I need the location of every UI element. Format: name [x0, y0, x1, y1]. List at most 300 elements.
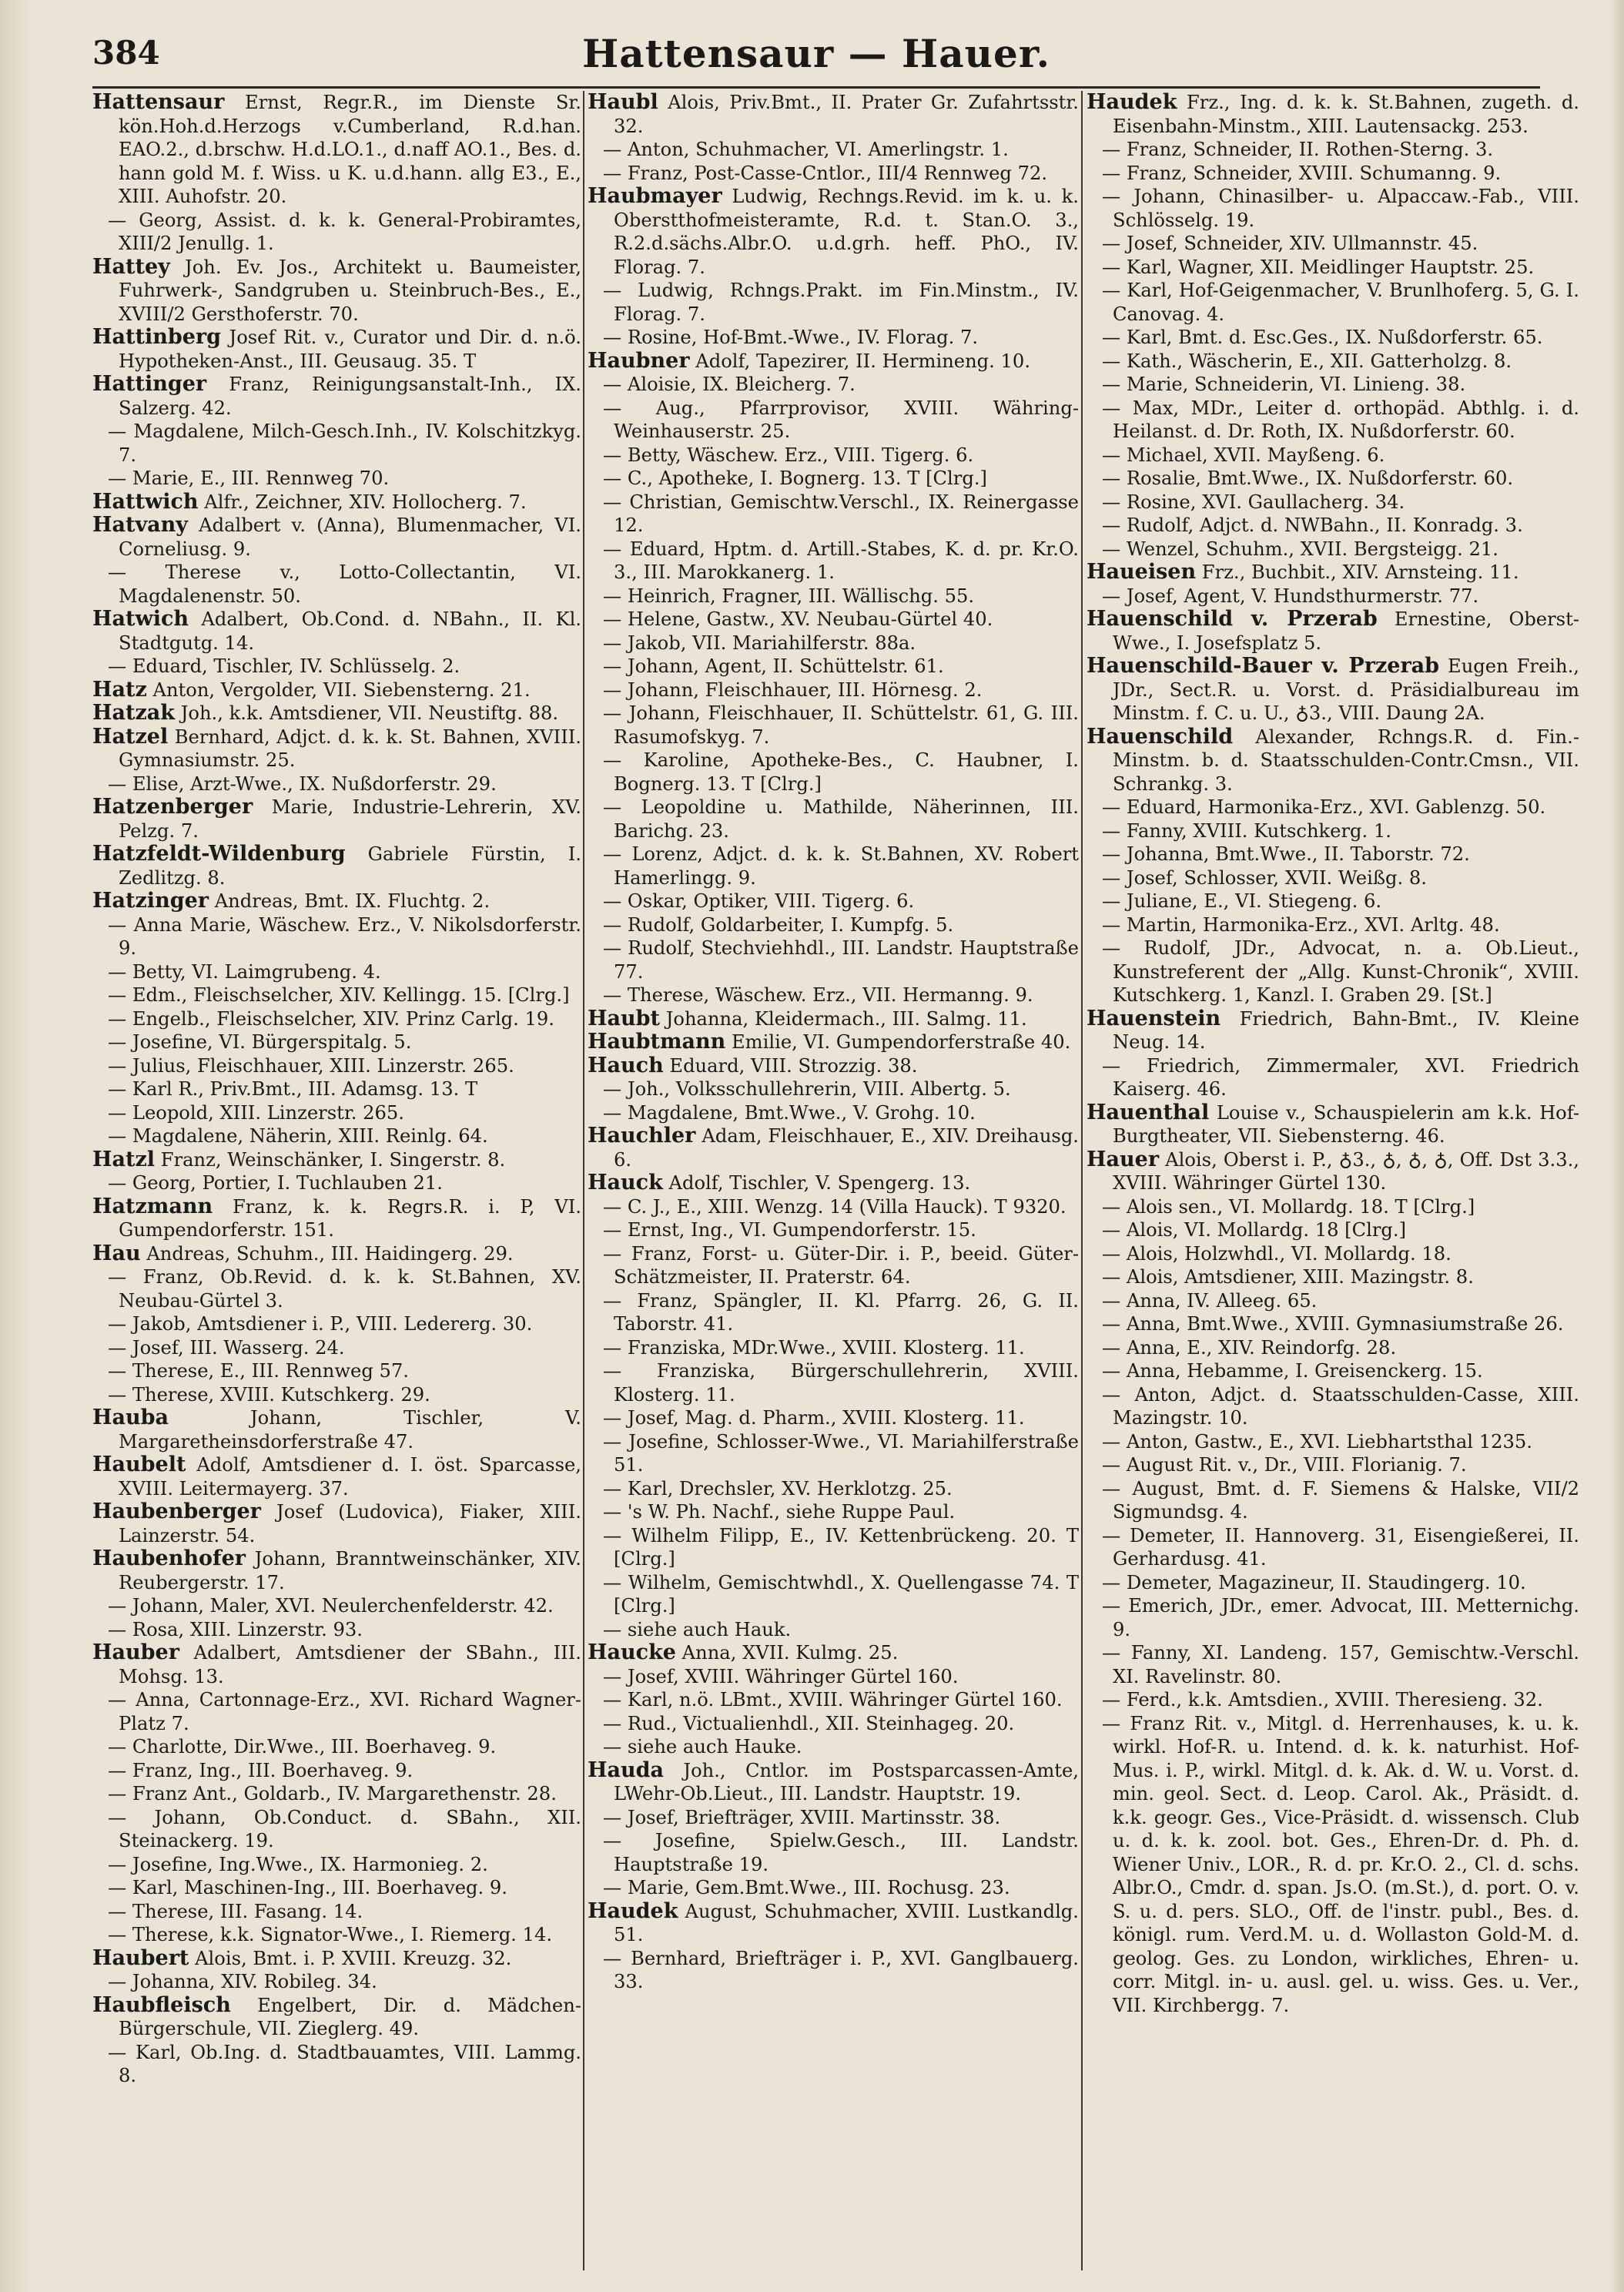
- directory-entry: [92, 373, 581, 420]
- directory-entry: [92, 1242, 581, 1266]
- entry-surname: Hattinberg: [92, 325, 221, 349]
- entry-text: Anna, XVII. Kulmg. 25.: [681, 1642, 899, 1664]
- directory-entry: [1087, 91, 1579, 138]
- entry-text: — Rosa, XIII. Linzerstr. 93.: [108, 1618, 363, 1640]
- entry-text: — Johanna, XIV. Robileg. 34.: [108, 1971, 377, 1992]
- directory-entry: [588, 138, 1079, 162]
- directory-entry: [92, 91, 581, 209]
- entry-text: — Friedrich, Zimmermaler, XVI. Friedrich Kaiserg. 46.: [1102, 1054, 1579, 1100]
- directory-entry: [588, 444, 1079, 467]
- entry-text: — Franz, Post-Casse-Cntlor., III/4 Rennweg 72.: [603, 162, 1048, 184]
- entry-text: Engelbert, Dir. d. Mädchen-Bürgerschule, VII. Zieglerg. 49.: [119, 1994, 581, 2039]
- entry-surname: Hauchler: [588, 1124, 696, 1148]
- entry-text: — Josef, III. Wasserg. 24.: [108, 1336, 345, 1359]
- entry-text: Emilie, VI. Gumpendorferstraße 40.: [732, 1031, 1071, 1053]
- entry-text: Adalbert v. (Anna), Blumenmacher, VI. Corneliusg. 9.: [119, 514, 581, 560]
- column-1: [92, 91, 581, 2270]
- directory-entry: [1087, 256, 1579, 280]
- entry-text: — Edm., Fleischselcher, XIV. Kellingg. 15. [Clrg.]: [108, 984, 570, 1006]
- directory-entry: [588, 162, 1079, 186]
- entry-surname: Hattey: [92, 254, 170, 279]
- entry-text: Eduard, VIII. Strozzig. 38.: [669, 1054, 918, 1077]
- entry-text: — Magdalene, Näherin, XIII. Reinlg. 64.: [108, 1125, 488, 1147]
- directory-entry: [1087, 350, 1579, 374]
- entry-text: — Therese, III. Fasang. 14.: [108, 1900, 363, 1922]
- entry-text: — Johann, Ob.Conduct. d. SBahn., XII. Steinackerg. 19.: [108, 1806, 581, 1851]
- entry-text: Frz., Buchbit., XIV. Arnsteing. 11.: [1201, 561, 1519, 583]
- directory-entry: [1087, 937, 1579, 1007]
- entry-text: — Magdalene, Milch-Gesch.Inh., IV. Kolschitzkyg. 7.: [108, 421, 581, 466]
- directory-entry: [92, 1336, 581, 1360]
- directory-entry: [92, 1782, 581, 1806]
- directory-entry: [92, 1500, 581, 1547]
- entry-text: Alois, Bmt. i. P. XVIII. Kreuzg. 32.: [195, 1947, 512, 1969]
- entry-text: Joh., k.k. Amtsdiener, VII. Neustiftg. 88.: [180, 702, 559, 724]
- entry-text: Adam, Fleischhauer, E., XIV. Dreihausg. 6.: [614, 1125, 1079, 1171]
- directory-entry: [588, 1829, 1079, 1876]
- entry-text: — Marie, Gem.Bmt.Wwe., III. Rochusg. 23.: [603, 1877, 1010, 1898]
- directory-entry: [588, 1077, 1079, 1101]
- entry-text: — Therese, k.k. Signator-Wwe., I. Riemerg. 14.: [108, 1924, 553, 1945]
- directory-entry: [92, 1453, 581, 1500]
- entry-text: Andreas, Bmt. IX. Fluchtg. 2.: [214, 890, 491, 912]
- entry-text: Joh. Ev. Jos., Architekt u. Baumeister, Fuhrwerk-, Sandgruben u. Steinbruch-Bes., E., XVIII/2 Gersthoferstr. 70.: [119, 256, 581, 325]
- entry-text: — Fanny, XI. Landeng. 157, Gemischtw.-Verschl. XI. Ravelinstr. 80.: [1102, 1642, 1579, 1687]
- entry-text: — Josef, XVIII. Währinger Gürtel 160.: [603, 1665, 959, 1687]
- entry-text: Adalbert, Amtsdiener der SBahn., III. Mohsg. 13.: [119, 1642, 581, 1687]
- directory-entry: [1087, 585, 1579, 608]
- entry-text: Frz., Ing. d. k. k. St.Bahnen, zugeth. d. Eisenbahn-Minstm., XIII. Lautensackg. 253.: [1113, 92, 1579, 137]
- directory-entry: [1087, 1148, 1579, 1195]
- directory-entry: [92, 1312, 581, 1336]
- directory-entry: [588, 843, 1079, 890]
- directory-entry: [92, 1383, 581, 1407]
- entry-text: Johann, Tischler, V. Margaretheinsdorferstraße 47.: [119, 1407, 581, 1453]
- entry-text: Bernhard, Adjct. d. k. k. St. Bahnen, XVIII. Gymnasiumstr. 25.: [119, 725, 581, 771]
- directory-entry: [588, 185, 1079, 279]
- entry-text: — siehe auch Hauke.: [603, 1736, 802, 1758]
- entry-text: — Emerich, JDr., emer. Advocat, III. Metternichg. 9.: [1102, 1595, 1579, 1640]
- directory-entry: [1087, 1289, 1579, 1313]
- directory-entry: [588, 491, 1079, 538]
- directory-entry: [92, 1735, 581, 1759]
- entry-surname: Haubner: [588, 348, 690, 373]
- entry-text: — Franz, Schneider, II. Rothen-Sterng. 3.: [1102, 139, 1494, 160]
- column-3: [1087, 91, 1579, 2270]
- directory-entry: [588, 1218, 1079, 1242]
- entry-text: Adalbert, Ob.Cond. d. NBahn., II. Kl. Stadtgutg. 14.: [119, 608, 581, 654]
- directory-entry: [1087, 279, 1579, 326]
- entry-surname: Hauch: [588, 1053, 664, 1077]
- directory-entry: [588, 1477, 1079, 1501]
- directory-entry: [1087, 796, 1579, 819]
- entry-text: — Lorenz, Adjct. d. k. k. St.Bahnen, XV. Robert Hamerlingg. 9.: [603, 843, 1079, 889]
- entry-surname: Hatzfeldt-Wildenburg: [92, 842, 346, 866]
- directory-entry: [92, 725, 581, 772]
- directory-entry: [92, 772, 581, 796]
- entry-text: Johanna, Kleidermach., III. Salmg. 11.: [665, 1007, 1027, 1030]
- entry-text: — Rosalie, Bmt.Wwe., IX. Nußdorferstr. 60.: [1102, 467, 1514, 489]
- entry-text: Friedrich, Bahn-Bmt., IV. Kleine Neug. 14.: [1113, 1007, 1579, 1053]
- directory-entry: [92, 256, 581, 327]
- entry-surname: Hauer: [1087, 1147, 1160, 1171]
- entry-text: — Johann, Fleischhauer, III. Hörnesg. 2.: [603, 679, 983, 701]
- directory-entry: [588, 632, 1079, 655]
- directory-entry: [1087, 444, 1579, 467]
- directory-entry: [1087, 655, 1579, 725]
- directory-entry: [92, 491, 581, 514]
- directory-entry: [588, 1524, 1079, 1571]
- header-rule: [92, 86, 1540, 89]
- entry-surname: Hatzmann: [92, 1194, 213, 1218]
- entry-surname: Hau: [92, 1241, 141, 1265]
- directory-entry: [588, 1124, 1079, 1171]
- entry-text: — Helene, Gastw., XV. Neubau-Gürtel 40.: [603, 608, 993, 630]
- entry-text: — Josefine, Schlosser-Wwe., VI. Mariahilferstraße 51.: [603, 1430, 1079, 1476]
- directory-entry: [92, 1900, 581, 1924]
- entry-text: — Johann, Agent, II. Schüttelstr. 61.: [603, 655, 944, 677]
- entry-text: — Rudolf, Stechviehhdl., III. Landstr. Hauptstraße 77.: [603, 937, 1079, 983]
- entry-text: — Aug., Pfarrprovisor, XVIII. Währing-Weinhauserstr. 25.: [603, 397, 1079, 442]
- directory-entry: [92, 1054, 581, 1078]
- directory-entry: [588, 749, 1079, 796]
- directory-entry: [588, 1007, 1079, 1031]
- directory-entry: [588, 1430, 1079, 1477]
- directory-entry: [588, 796, 1079, 843]
- directory-entry: [92, 1947, 581, 1971]
- directory-entry: [1087, 561, 1579, 585]
- entry-text: — Anna, E., XIV. Reindorfg. 28.: [1102, 1336, 1397, 1359]
- directory-entry: [92, 1077, 581, 1101]
- entry-text: — Charlotte, Dir.Wwe., III. Boerhaveg. 9.: [108, 1736, 497, 1758]
- entry-text: — Karl, Hof-Geigenmacher, V. Brunlhoferg. 5, G. I. Canovag. 4.: [1102, 280, 1579, 325]
- directory-entry: [588, 1735, 1079, 1759]
- column-divider: [583, 91, 584, 2270]
- entry-text: Alexander, Rchngs.R. d. Fin.-Minstm. b. d. Staatsschulden-Contr.Cmsn., VII. Schrankg. 3.: [1113, 725, 1579, 795]
- entry-text: — Karl, Maschinen-Ing., III. Boerhaveg. 9.: [108, 1877, 507, 1898]
- entry-surname: Hauenschild-Bauer v. Przerab: [1087, 654, 1440, 678]
- directory-entry: [1087, 890, 1579, 913]
- directory-entry: [588, 1336, 1079, 1360]
- page-fold-shadow: [0, 0, 31, 2292]
- directory-entry: [92, 1007, 581, 1031]
- entry-text: — Therese v., Lotto-Collectantin, VI. Magdalenenstr. 50.: [108, 561, 581, 607]
- entry-text: — Karoline, Apotheke-Bes., C. Haubner, I. Bognerg. 13. T [Clrg.]: [603, 749, 1079, 795]
- entry-text: — Karl, Ob.Ing. d. Stadtbauamtes, VIII. Lammg. 8.: [108, 2041, 581, 2086]
- entry-text: — Therese, Wäschew. Erz., VII. Hermanng. 9.: [603, 984, 1033, 1006]
- directory-entry: [1087, 1712, 1579, 2018]
- directory-entry: [1087, 913, 1579, 937]
- directory-entry: [588, 91, 1079, 138]
- directory-entry: [92, 913, 581, 960]
- directory-entry: [588, 1759, 1079, 1806]
- directory-entry: [92, 2041, 581, 2088]
- directory-entry: [588, 655, 1079, 679]
- entry-text: Adolf, Tischler, V. Spengerg. 13.: [668, 1172, 971, 1194]
- directory-entry: [92, 1923, 581, 1947]
- entry-text: — Georg, Assist. d. k. k. General-Probiramtes, XIII/2 Jenullg. 1.: [108, 209, 581, 254]
- directory-entry: [92, 1124, 581, 1148]
- entry-text: — Martin, Harmonika-Erz., XVI. Arltg. 48.: [1102, 913, 1500, 936]
- directory-entry: [588, 679, 1079, 702]
- directory-entry: [92, 467, 581, 491]
- entry-text: Franz, k. k. Regrs.R. i. P, VI. Gumpendorferstr. 151.: [119, 1195, 581, 1241]
- entry-text: — C., Apotheke, I. Bognerg. 13. T [Clrg.]: [603, 467, 987, 489]
- entry-text: Marie, Industrie-Lehrerin, XV. Pelzg. 7.: [119, 796, 581, 842]
- directory-entry: [92, 1688, 581, 1735]
- entry-surname: Hauenthal: [1087, 1100, 1210, 1124]
- directory-entry: [588, 1665, 1079, 1689]
- entry-text: Josef (Ludovica), Fiaker, XIII. Lainzerstr. 54.: [119, 1501, 581, 1546]
- entry-text: Alois, Priv.Bmt., II. Prater Gr. Zufahrtsstr. 32.: [614, 92, 1079, 137]
- entry-text: — Anton, Schuhmacher, VI. Amerlingstr. 1.: [603, 139, 1009, 160]
- directory-entry: [1087, 397, 1579, 444]
- entry-surname: Hauenschild v. Przerab: [1087, 607, 1378, 631]
- directory-entry: [1087, 1007, 1579, 1054]
- directory-entry: [92, 1265, 581, 1312]
- entry-text: — Therese, E., III. Rennweg 57.: [108, 1360, 409, 1382]
- directory-entry: [1087, 1524, 1579, 1571]
- directory-entry: [1087, 819, 1579, 843]
- entry-text: Gabriele Fürstin, I. Zedlitzg. 8.: [119, 843, 581, 889]
- entry-surname: Hattwich: [92, 489, 199, 514]
- directory-entry: [92, 1195, 581, 1242]
- directory-entry: [588, 1712, 1079, 1736]
- directory-entry: [92, 1994, 581, 2041]
- entry-surname: Haubelt: [92, 1453, 186, 1476]
- directory-entry: [92, 1641, 581, 1688]
- entry-surname: Hatwich: [92, 607, 189, 631]
- entry-text: — Franz, Schneider, XVIII. Schumanng. 9.: [1102, 162, 1502, 184]
- directory-entry: [588, 1359, 1079, 1406]
- entry-surname: Hauba: [92, 1406, 169, 1429]
- directory-entry: [1087, 1383, 1579, 1430]
- directory-entry: [588, 1242, 1079, 1289]
- page-edge-shadow: [1610, 0, 1624, 2292]
- directory-entry: [1087, 1688, 1579, 1712]
- entry-surname: Hatzinger: [92, 889, 209, 913]
- entry-text: — Franz, Ing., III. Boerhaveg. 9.: [108, 1759, 414, 1781]
- directory-entry: [1087, 138, 1579, 162]
- entry-text: August, Schuhmacher, XVIII. Lustkandlg. 51.: [614, 1900, 1079, 1945]
- directory-entry: [92, 209, 581, 256]
- entry-text: — August, Bmt. d. F. Siemens & Halske, VII/2 Sigmundsg. 4.: [1102, 1477, 1579, 1523]
- page-header: [92, 31, 1540, 77]
- directory-entry: [588, 702, 1079, 749]
- entry-text: Adolf, Amtsdiener d. I. öst. Sparcasse, XVIII. Leitermayerg. 37.: [119, 1454, 581, 1500]
- entry-text: — Demeter, Magazineur, II. Staudingerg. 10.: [1102, 1571, 1526, 1593]
- entry-surname: Hatzak: [92, 701, 176, 725]
- entry-text: — Rosine, XVI. Gaullacherg. 34.: [1102, 491, 1405, 513]
- entry-text: — Jakob, VII. Mariahilferstr. 88a.: [603, 632, 916, 654]
- directory-entry: [588, 350, 1079, 374]
- entry-text: — Franz Ant., Goldarb., IV. Margarethenstr. 28.: [108, 1783, 557, 1804]
- entry-surname: Hatz: [92, 677, 147, 702]
- entry-text: Eugen Freih., JDr., Sect.R. u. Vorst. d. Präsidialbureau im Minstm. f. C. u. U., ♁3., VIII. Daung 2A.: [1113, 655, 1579, 724]
- directory-entry: [588, 1618, 1079, 1642]
- directory-entry: [92, 1594, 581, 1618]
- directory-entry: [92, 1148, 581, 1172]
- directory-entry: [92, 655, 581, 679]
- entry-text: — Engelb., Fleischselcher, XIV. Prinz Carlg. 19.: [108, 1007, 555, 1030]
- entry-text: — Rudolf, JDr., Advocat, n. a. Ob.Lieut., Kunstreferent der „Allg. Kunst-Chronik“, XVIII. Kutschkerg. 1, Kanzl. I. Graben 29. [St.]: [1102, 937, 1579, 1006]
- directory-entry: [588, 1900, 1079, 1947]
- entry-text: — Franz, Ob.Revid. d. k. k. St.Bahnen, XV. Neubau-Gürtel 3.: [108, 1266, 581, 1312]
- entry-text: — Demeter, II. Hannoverg. 31, Eisengießerei, II. Gerhardusg. 41.: [1102, 1524, 1579, 1570]
- directory-entry: [1087, 1594, 1579, 1641]
- entry-text: — Therese, XVIII. Kutschkerg. 29.: [108, 1383, 430, 1406]
- page-title: Hattensaur — Hauer.: [581, 31, 1050, 76]
- entry-text: — Anna, Bmt.Wwe., XVIII. Gymnasiumstraße 26.: [1102, 1313, 1564, 1335]
- directory-entry: [588, 1571, 1079, 1618]
- entry-text: — Josefine, Spielw.Gesch., III. Landstr. Hauptstraße 19.: [603, 1830, 1079, 1875]
- entry-text: — Josef, Mag. d. Pharm., XVIII. Klosterg. 11.: [603, 1407, 1025, 1429]
- directory-entry: [1087, 373, 1579, 397]
- directory-entry: [1087, 1101, 1579, 1148]
- directory-entry: [92, 796, 581, 843]
- entry-text: — Elise, Arzt-Wwe., IX. Nußdorferstr. 29.: [108, 772, 497, 795]
- entry-text: — Rudolf, Goldarbeiter, I. Kumpfg. 5.: [603, 913, 954, 936]
- column-divider: [1081, 91, 1083, 2270]
- entry-surname: Hatzel: [92, 724, 169, 749]
- directory-entry: [92, 1876, 581, 1900]
- directory-entry: [588, 913, 1079, 937]
- entry-text: — Julius, Fleischhauer, XIII. Linzerstr. 265.: [108, 1054, 514, 1077]
- directory-entry: [588, 1030, 1079, 1054]
- entry-text: — Rudolf, Adjct. d. NWBahn., II. Konradg. 3.: [1102, 514, 1523, 536]
- directory-entry: [1087, 1218, 1579, 1242]
- directory-entry: [1087, 185, 1579, 232]
- directory-entry: [588, 1054, 1079, 1078]
- entry-text: Joh., Cntlor. im Postsparcassen-Amte, LWehr-Ob.Lieut., III. Landstr. Hauptstr. 19.: [614, 1759, 1079, 1804]
- directory-entry: [1087, 1453, 1579, 1477]
- entry-surname: Hattinger: [92, 372, 207, 396]
- entry-text: — Christian, Gemischtw.Verschl., IX. Reinergasse 12.: [603, 491, 1079, 536]
- entry-text: — Kath., Wäscherin, E., XII. Gatterholzg. 8.: [1102, 350, 1512, 372]
- entry-text: — Eduard, Tischler, IV. Schlüsselg. 2.: [108, 655, 460, 677]
- directory-entry: [588, 1947, 1079, 1994]
- directory-entry: [1087, 1054, 1579, 1101]
- directory-entry: [92, 1618, 581, 1642]
- entry-text: — Wenzel, Schuhm., XVII. Bergsteigg. 21.: [1102, 538, 1498, 560]
- directory-entry: [588, 1289, 1079, 1336]
- entry-text: — Rud., Victualienhdl., XII. Steinhageg. 20.: [603, 1712, 1015, 1734]
- entry-surname: Hatzl: [92, 1147, 156, 1171]
- directory-entry: [1087, 1242, 1579, 1266]
- entry-text: — Joh., Volksschullehrerin, VIII. Albertg. 5.: [603, 1078, 1011, 1100]
- entry-text: Alfr., Zeichner, XIV. Hollocherg. 7.: [204, 491, 527, 513]
- directory-entry: [92, 890, 581, 913]
- entry-text: — Bernhard, Briefträger i. P., XVI. Ganglbauerg. 33.: [603, 1947, 1079, 1992]
- directory-entry: [588, 538, 1079, 585]
- entry-text: Johann, Branntweinschänker, XIV. Reubergerstr. 17.: [119, 1548, 581, 1593]
- directory-entry: [588, 890, 1079, 913]
- entry-text: — Marie, Schneiderin, VI. Linieng. 38.: [1102, 374, 1466, 395]
- directory-entry: [92, 702, 581, 725]
- entry-surname: Haudek: [588, 1898, 678, 1923]
- entry-surname: Hauber: [92, 1640, 179, 1664]
- directory-entry: [588, 983, 1079, 1007]
- directory-entry: [92, 1359, 581, 1383]
- directory-entry: [588, 1101, 1079, 1125]
- entry-text: — Michael, XVII. Mayßeng. 6.: [1102, 444, 1385, 466]
- entry-text: — Jakob, Amtsdiener i. P., VIII. Ledererg. 30.: [108, 1313, 533, 1335]
- entry-text: Ernestine, Oberst-Wwe., I. Josefsplatz 5.: [1113, 608, 1579, 654]
- directory-entry: [1087, 326, 1579, 350]
- entry-text: — Anton, Adjct. d. Staatsschulden-Casse, XIII. Mazingstr. 10.: [1102, 1383, 1579, 1429]
- entry-text: — Franziska, MDr.Wwe., XVIII. Klosterg. 11.: [603, 1336, 1025, 1359]
- entry-text: — Heinrich, Fragner, III. Wällischg. 55.: [603, 585, 975, 607]
- directory-entry: [1087, 608, 1579, 655]
- entry-surname: Hattensaur: [92, 91, 225, 114]
- entry-text: — Franz, Forst- u. Güter-Dir. i. P., beeid. Güter-Schätzmeister, II. Praterstr. 64.: [603, 1242, 1079, 1288]
- entry-text: — Alois, Holzwhdl., VI. Mollardg. 18.: [1102, 1242, 1452, 1265]
- directory-entry: [1087, 1265, 1579, 1289]
- directory-entry: [588, 373, 1079, 397]
- directory-entry: [92, 1406, 581, 1453]
- entry-text: — Max, MDr., Leiter d. orthopäd. Abthlg. i. d. Heilanst. d. Dr. Roth, IX. Nußdorferstr. 60.: [1102, 397, 1579, 442]
- directory-entry: [92, 326, 581, 373]
- entry-text: — Eduard, Harmonika-Erz., XVI. Gablenzg. 50.: [1102, 796, 1546, 818]
- entry-text: — Anton, Gastw., E., XVI. Liebhartsthal 1235.: [1102, 1430, 1532, 1453]
- directory-entry: [92, 960, 581, 984]
- entry-surname: Hauenstein: [1087, 1006, 1221, 1030]
- directory-entry: [588, 1688, 1079, 1712]
- entry-text: — Ferd., k.k. Amtsdien., XVIII. Theresieng. 32.: [1102, 1689, 1543, 1711]
- entry-text: — Josef, Briefträger, XVIII. Martinsstr. 38.: [603, 1806, 1001, 1828]
- entry-text: — Betty, VI. Laimgrubeng. 4.: [108, 960, 381, 983]
- entry-text: — Oskar, Optiker, VIII. Tigerg. 6.: [603, 890, 915, 912]
- directory-entry: [1087, 1195, 1579, 1219]
- entry-text: Andreas, Schuhm., III. Haidingerg. 29.: [146, 1242, 514, 1265]
- directory-entry: [588, 1500, 1079, 1524]
- page-number: 384: [92, 34, 160, 72]
- entry-text: — Karl, Bmt. d. Esc.Ges., IX. Nußdorferstr. 65.: [1102, 327, 1543, 348]
- entry-surname: Haucke: [588, 1640, 676, 1664]
- entry-text: — Franz, Spängler, II. Kl. Pfarrg. 26, G. II. Taborstr. 41.: [603, 1289, 1079, 1335]
- entry-text: — Johann, Fleischhauer, II. Schüttelstr. 61, G. III. Rasumofskyg. 7.: [603, 702, 1079, 748]
- directory-entry: [92, 420, 581, 467]
- directory-entry: [1087, 1430, 1579, 1454]
- directory-entry: [1087, 491, 1579, 514]
- directory-entry: [92, 1853, 581, 1877]
- directory-entry: [1087, 866, 1579, 890]
- entry-surname: Hauda: [588, 1758, 665, 1782]
- directory-entry: [92, 1030, 581, 1054]
- directory-entry: [588, 1406, 1079, 1430]
- directory-entry: [588, 1876, 1079, 1900]
- entry-text: — Johann, Maler, XVI. Neulerchenfelderstr. 42.: [108, 1595, 554, 1617]
- entry-text: Ernst, Regr.R., im Dienste Sr. kön.Hoh.d.Herzogs v.Cumberland, R.d.han. EAO.2., d.brschw. H.d.LO.1., d.naff AO.1., Bes. d. hann gold M. f. Wiss. u K. u.d.hann. allg E3., E., XIII. Auhofstr. 20.: [119, 92, 581, 207]
- entry-text: — Franziska, Bürgerschullehrerin, XVIII. Klosterg. 11.: [603, 1360, 1079, 1406]
- entry-text: — Leopoldine u. Mathilde, Näherinnen, III. Barichg. 23.: [603, 796, 1079, 842]
- directory-entry: [1087, 843, 1579, 866]
- entry-text: — Eduard, Hptm. d. Artill.-Stabes, K. d. pr. Kr.O. 3., III. Marokkanerg. 1.: [603, 538, 1079, 583]
- entry-text: — siehe auch Hauk.: [603, 1618, 792, 1640]
- entry-text: — Johanna, Bmt.Wwe., II. Taborstr. 72.: [1102, 843, 1470, 865]
- entry-text: — Johann, Chinasilber- u. Alpaccaw.-Fab., VIII. Schlösselg. 19.: [1102, 186, 1579, 231]
- entry-surname: Haubfleisch: [92, 1992, 231, 2017]
- entry-text: — Ernst, Ing., VI. Gumpendorferstr. 15.: [603, 1219, 976, 1241]
- directory-entry: [588, 326, 1079, 350]
- entry-text: — Josefine, Ing.Wwe., IX. Harmonieg. 2.: [108, 1853, 488, 1875]
- entry-text: — Betty, Wäschew. Erz., VIII. Tigerg. 6.: [603, 444, 974, 466]
- directory-entry: [92, 983, 581, 1007]
- entry-text: — 's W. Ph. Nachf., siehe Ruppe Paul.: [603, 1501, 956, 1523]
- directory-entry: [1087, 1641, 1579, 1688]
- directory-entry: [92, 1171, 581, 1195]
- directory-entry: [92, 679, 581, 702]
